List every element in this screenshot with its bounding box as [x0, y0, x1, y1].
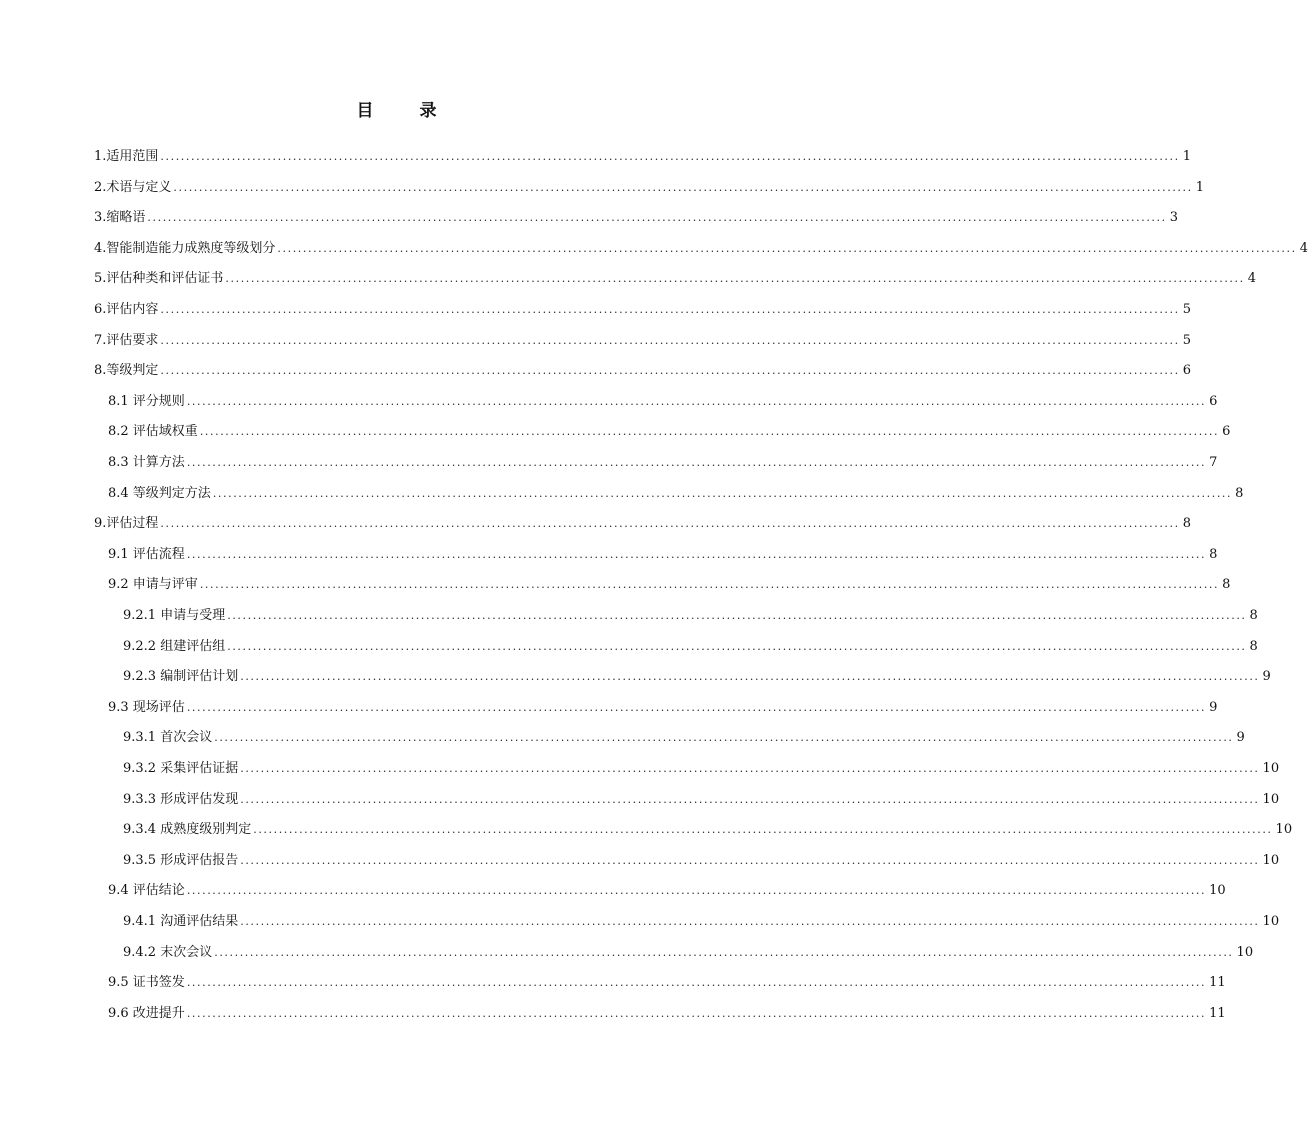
toc-entry-page-number: 11: [1209, 975, 1226, 991]
toc-entry[interactable]: [94, 176, 1205, 200]
toc-entry-label: 6.评估内容: [94, 302, 159, 317]
toc-entry-label: 3.缩略语: [94, 210, 146, 226]
toc-dot-leader: ........................................................................................................................................................................................................: [186, 700, 1207, 714]
toc-entry[interactable]: [123, 941, 1254, 965]
toc-entry-label: 9.2.1 申请与受理: [123, 608, 226, 623]
toc-entry-label: 1.适用范围: [94, 149, 159, 164]
toc-dot-leader: ........................................................................................................................................................................................................: [227, 609, 1247, 622]
toc-dot-leader: ........................................................................................................................................................................................................: [173, 180, 1193, 194]
toc-entry-label: 9.3.4 成熟度级别判定: [123, 822, 252, 838]
toc-dot-leader: ........................................................................................................................................................................................................: [199, 425, 1220, 439]
toc-entry-page-number: 4: [1247, 271, 1257, 287]
toc-entry-label: 9.3.5 形成评估报告: [123, 852, 239, 868]
toc-entry[interactable]: [108, 390, 1218, 414]
toc-dot-leader: ........................................................................................................................................................................................................: [240, 762, 1260, 775]
toc-entry-label: 8.等级判定: [94, 363, 159, 379]
toc-entry[interactable]: [123, 635, 1258, 659]
toc-dot-leader: ........................................................................................................................................................................................................: [227, 639, 1247, 653]
toc-entry-page-number: 10: [1275, 822, 1293, 838]
toc-dot-leader: ........................................................................................................................................................................................................: [186, 884, 1207, 898]
toc-entry-page-number: 10: [1262, 761, 1280, 776]
toc-entry[interactable]: [123, 726, 1245, 750]
toc-entry[interactable]: [108, 543, 1218, 567]
toc-entry-page-number: 5: [1182, 332, 1192, 348]
toc-entry[interactable]: [108, 451, 1218, 475]
toc-entry-label: 4.智能制造能力成熟度等级划分: [94, 240, 276, 256]
toc-entry-label: 9.3.1 首次会议: [123, 730, 213, 746]
toc-entry-label: 9.3.2 采集评估证据: [123, 761, 239, 776]
toc-dot-leader: ........................................................................................................................................................................................................: [186, 976, 1207, 990]
toc-dot-leader: ........................................................................................................................................................................................................: [186, 1006, 1207, 1020]
toc-dot-leader: ........................................................................................................................................................................................................: [240, 915, 1260, 928]
toc-entry[interactable]: [108, 971, 1226, 995]
toc-dot-leader: ........................................................................................................................................................................................................: [160, 150, 1180, 163]
toc-entry[interactable]: [94, 329, 1192, 353]
toc-entry[interactable]: [123, 665, 1271, 689]
toc-dot-leader: ........................................................................................................................................................................................................: [214, 731, 1234, 745]
toc-entry-page-number: 8: [1182, 516, 1192, 532]
toc-entry-label: 9.2.2 组建评估组: [123, 638, 226, 654]
toc-dot-leader: ........................................................................................................................................................................................................: [253, 823, 1273, 837]
toc-dot-leader: ........................................................................................................................................................................................................: [147, 211, 1167, 225]
toc-entry[interactable]: [94, 267, 1257, 291]
toc-entry-label: 8.1 评分规则: [108, 393, 185, 409]
toc-entry-page-number: 9: [1262, 669, 1271, 685]
toc-entry-label: 7.评估要求: [94, 332, 159, 348]
toc-entry-page-number: 1: [1182, 149, 1192, 164]
toc-entry-label: 9.3 现场评估: [108, 699, 185, 715]
toc-dot-leader: ........................................................................................................................................................................................................: [160, 333, 1180, 347]
toc-entry-page-number: 10: [1236, 944, 1254, 960]
toc-dot-leader: ........................................................................................................................................................................................................: [160, 364, 1180, 378]
toc-entry-page-number: 8: [1249, 608, 1258, 623]
toc-entry-label: 9.1 评估流程: [108, 546, 185, 562]
toc-entry[interactable]: [123, 757, 1280, 781]
toc-entry-page-number: 3: [1169, 210, 1179, 226]
toc-entry-page-number: 10: [1262, 791, 1280, 807]
toc-entry[interactable]: [123, 604, 1258, 628]
toc-entry-page-number: 6: [1209, 393, 1218, 409]
toc-entry-page-number: 11: [1209, 1005, 1226, 1021]
toc-dot-leader: ........................................................................................................................................................................................................: [277, 241, 1297, 255]
toc-entry[interactable]: [94, 145, 1192, 169]
toc-entry-label: 9.2 申请与评审: [108, 577, 198, 593]
toc-entry-page-number: 7: [1209, 455, 1218, 470]
toc-entry-label: 9.5 证书签发: [108, 975, 185, 991]
toc-entry-page-number: 10: [1262, 852, 1280, 868]
toc-dot-leader: ........................................................................................................................................................................................................: [225, 272, 1245, 286]
toc-entry[interactable]: [108, 696, 1218, 720]
toc-entry[interactable]: [108, 1002, 1226, 1026]
toc-entry[interactable]: [123, 788, 1280, 812]
toc-entry[interactable]: [94, 298, 1192, 322]
page-title: 目 录: [356, 101, 457, 121]
toc-entry[interactable]: [108, 420, 1231, 444]
toc-dot-leader: ........................................................................................................................................................................................................: [212, 486, 1233, 500]
toc-entry-label: 5.评估种类和评估证书: [94, 271, 224, 287]
toc-entry-label: 2.术语与定义: [94, 179, 172, 195]
toc-entry-page-number: 1: [1195, 179, 1205, 195]
toc-dot-leader: ........................................................................................................................................................................................................: [160, 517, 1180, 531]
toc-entry[interactable]: [123, 849, 1280, 873]
toc-dot-leader: ........................................................................................................................................................................................................: [199, 578, 1220, 592]
toc-entry-page-number: 8: [1209, 546, 1218, 562]
toc-entry-label: 9.评估过程: [94, 516, 159, 532]
toc-entry[interactable]: [94, 512, 1192, 536]
toc-dot-leader: ........................................................................................................................................................................................................: [240, 853, 1260, 867]
toc-entry-page-number: 8: [1222, 577, 1231, 593]
toc-entry-page-number: 8: [1235, 485, 1244, 501]
toc-entry-page-number: 9: [1209, 699, 1218, 715]
toc-entry-page-number: 6: [1222, 424, 1231, 440]
toc-entry-label: 8.4 等级判定方法: [108, 485, 211, 501]
toc-entry[interactable]: [123, 910, 1280, 934]
toc-entry-label: 9.4.1 沟通评估结果: [123, 914, 239, 929]
toc-entry[interactable]: [94, 237, 1308, 261]
toc-entry[interactable]: [94, 359, 1192, 383]
toc-entry-label: 8.3 计算方法: [108, 455, 185, 470]
toc-dot-leader: ........................................................................................................................................................................................................: [186, 394, 1207, 408]
toc-dot-leader: ........................................................................................................................................................................................................: [186, 456, 1207, 469]
toc-entry-label: 9.6 改进提升: [108, 1005, 185, 1021]
toc-entry-page-number: 9: [1236, 730, 1245, 746]
toc-dot-leader: ........................................................................................................................................................................................................: [240, 670, 1260, 684]
toc-entry[interactable]: [108, 573, 1231, 597]
toc-entry-page-number: 10: [1262, 914, 1280, 929]
toc-entry-label: 9.2.3 编制评估计划: [123, 669, 239, 685]
toc-entry-label: 9.4.2 末次会议: [123, 944, 213, 960]
toc-entry-page-number: 6: [1182, 363, 1192, 379]
toc-dot-leader: ........................................................................................................................................................................................................: [240, 792, 1260, 806]
toc-entry-label: 9.4 评估结论: [108, 883, 185, 899]
toc-entry[interactable]: [94, 206, 1179, 230]
toc-dot-leader: ........................................................................................................................................................................................................: [186, 547, 1207, 561]
toc-dot-leader: ........................................................................................................................................................................................................: [214, 945, 1234, 959]
toc-entry[interactable]: [108, 482, 1244, 506]
toc-entry-page-number: 10: [1209, 883, 1226, 899]
toc-entry-page-number: 4: [1299, 240, 1308, 256]
toc-dot-leader: ........................................................................................................................................................................................................: [160, 303, 1180, 316]
toc-entry[interactable]: [108, 879, 1226, 903]
toc-entry-page-number: 8: [1249, 638, 1258, 654]
toc-entry-page-number: 5: [1182, 302, 1192, 317]
toc-entry[interactable]: [123, 818, 1293, 842]
toc-entry-label: 9.3.3 形成评估发现: [123, 791, 239, 807]
toc-entry-label: 8.2 评估域权重: [108, 424, 198, 440]
